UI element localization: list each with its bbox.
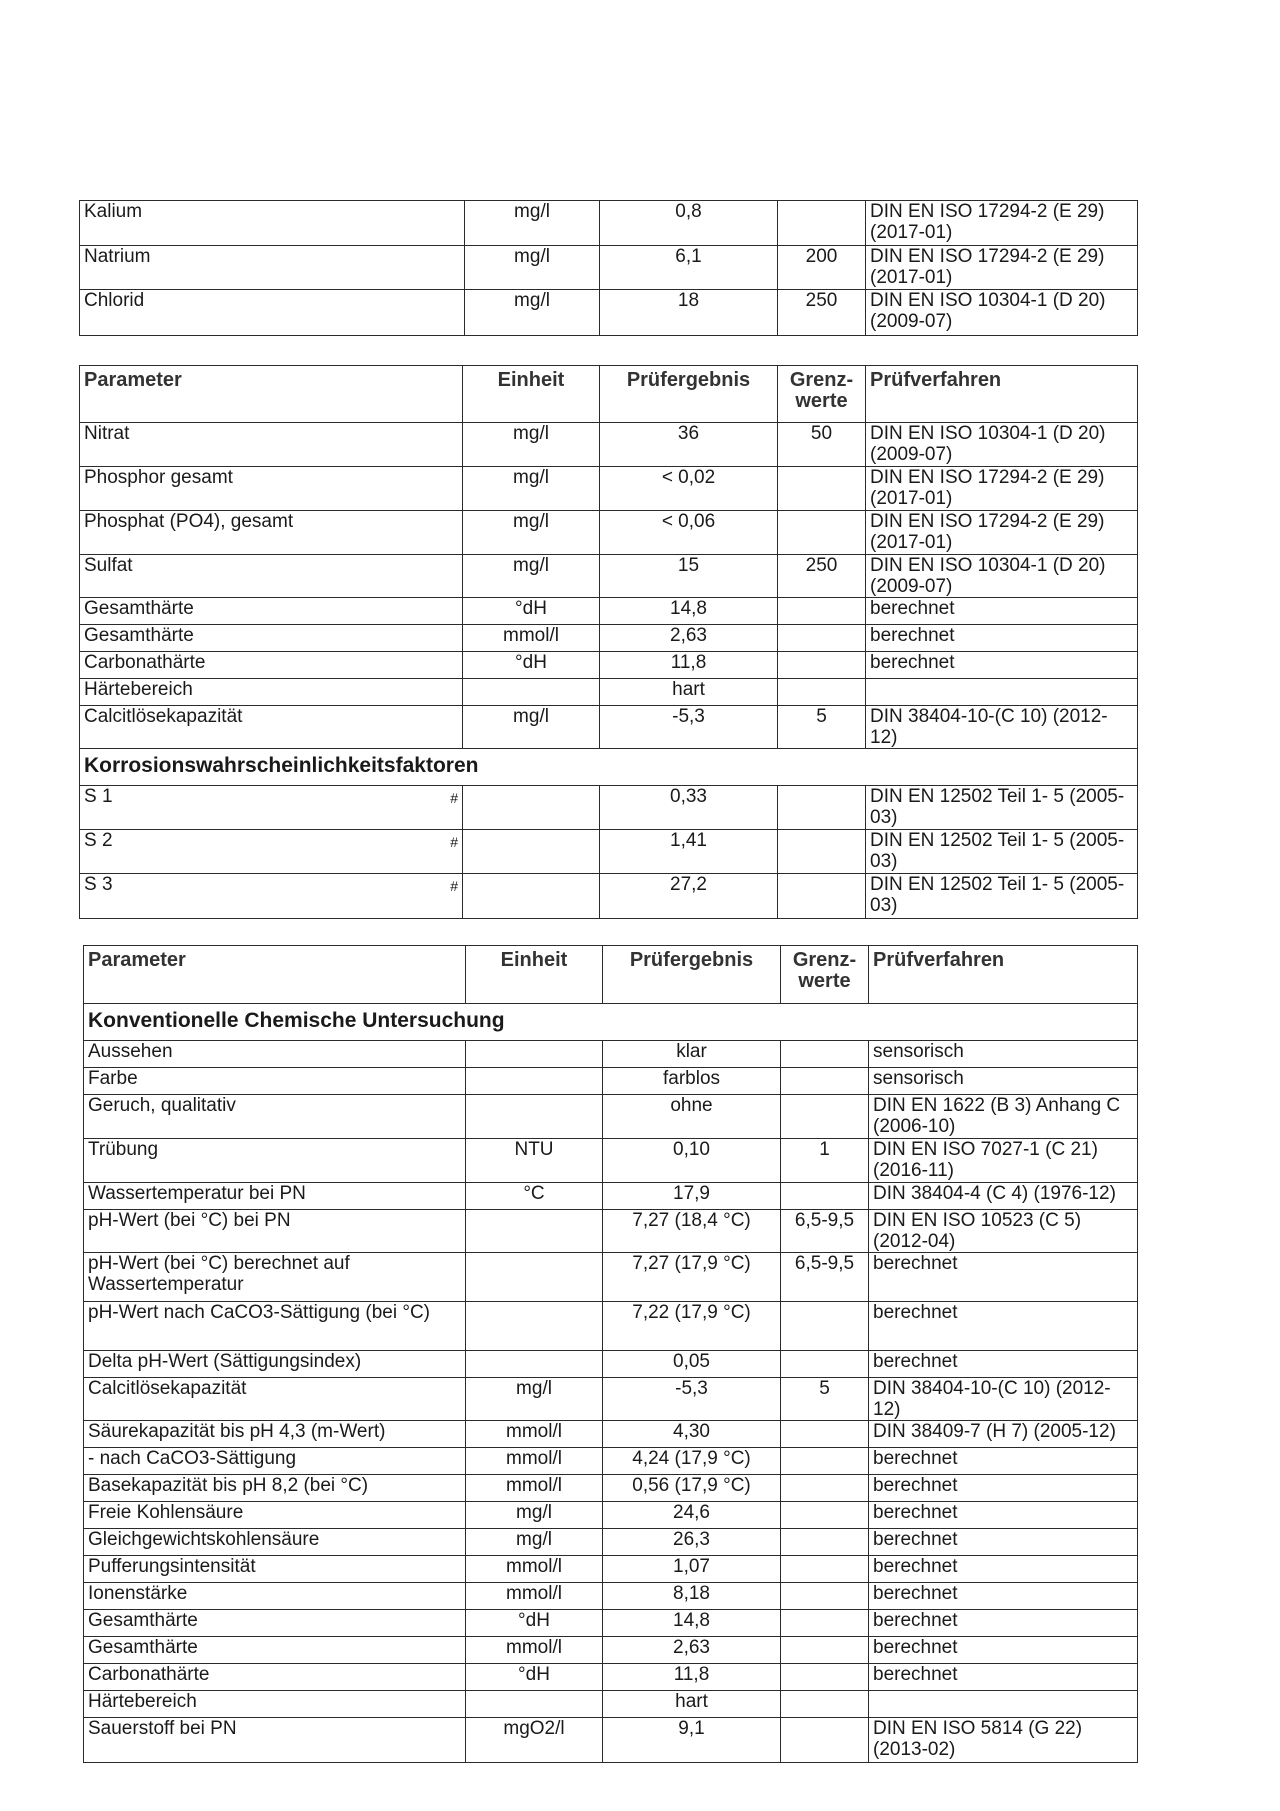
unit-cell: °dH: [466, 1610, 603, 1637]
unit-cell: mmol/l: [463, 625, 600, 652]
table-row: [84, 1691, 1138, 1718]
param-label: S 1: [84, 786, 113, 807]
limit-cell: [781, 1529, 869, 1556]
method-cell: berechnet: [869, 1610, 1138, 1637]
param-cell: Natrium: [80, 246, 465, 290]
limit-cell: [781, 1610, 869, 1637]
unit-cell: [466, 1068, 603, 1095]
unit-cell: mg/l: [465, 201, 600, 246]
section-title: Konventionelle Chemische Untersuchung: [84, 1004, 1138, 1041]
unit-cell: [463, 874, 600, 919]
param-cell: Phosphor gesamt: [80, 467, 463, 511]
method-cell: berechnet: [869, 1556, 1138, 1583]
hash-mark: #: [450, 834, 458, 850]
method-cell: berechnet: [866, 652, 1138, 679]
unit-cell: NTU: [466, 1139, 603, 1183]
result-cell: 7,27 (17,9 °C): [603, 1253, 781, 1302]
limit-cell: [781, 1718, 869, 1763]
unit-cell: mg/l: [465, 290, 600, 336]
header-method: Prüfverfahren: [866, 366, 1138, 423]
table-header-row: [84, 946, 1138, 1004]
param-cell: Gesamthärte: [84, 1610, 466, 1637]
result-cell: farblos: [603, 1068, 781, 1095]
result-cell: < 0,02: [600, 467, 778, 511]
table-row: [80, 786, 1138, 830]
result-cell: 9,1: [603, 1718, 781, 1763]
method-cell: DIN 38409-7 (H 7) (2005-12): [869, 1421, 1138, 1448]
param-cell: pH-Wert nach CaCO3-Sättigung (bei °C): [84, 1302, 466, 1351]
table-row: [84, 1664, 1138, 1691]
method-cell: [866, 679, 1138, 706]
table-row: [84, 1139, 1138, 1183]
table-row: [84, 1502, 1138, 1529]
method-cell: DIN EN 12502 Teil 1- 5 (2005-03): [866, 786, 1138, 830]
limit-cell: [778, 201, 866, 246]
limit-cell: 6,5-9,5: [781, 1210, 869, 1253]
method-cell: berechnet: [869, 1529, 1138, 1556]
table-row: [84, 1610, 1138, 1637]
unit-cell: °C: [466, 1183, 603, 1210]
param-cell: Trübung: [84, 1139, 466, 1183]
param-cell: Pufferungsintensität: [84, 1556, 466, 1583]
table-row: [80, 598, 1138, 625]
param-cell: Chlorid: [80, 290, 465, 336]
result-cell: 0,8: [600, 201, 778, 246]
method-cell: sensorisch: [869, 1068, 1138, 1095]
method-cell: berechnet: [869, 1351, 1138, 1378]
method-cell: berechnet: [869, 1583, 1138, 1610]
method-cell: [869, 1691, 1138, 1718]
limit-cell: 250: [778, 555, 866, 598]
method-cell: berechnet: [869, 1475, 1138, 1502]
param-cell: pH-Wert (bei °C) berechnet auf Wassertemperatur: [84, 1253, 466, 1302]
limit-cell: 200: [778, 246, 866, 290]
result-cell: 24,6: [603, 1502, 781, 1529]
param-cell: Ionenstärke: [84, 1583, 466, 1610]
method-cell: DIN EN 12502 Teil 1- 5 (2005-03): [866, 874, 1138, 919]
limit-cell: [778, 652, 866, 679]
param-label: S 3: [84, 874, 113, 895]
method-cell: DIN EN 12502 Teil 1- 5 (2005-03): [866, 830, 1138, 874]
result-cell: 11,8: [600, 652, 778, 679]
result-cell: 1,07: [603, 1556, 781, 1583]
results-table-1: [79, 200, 1138, 336]
method-cell: berechnet: [866, 598, 1138, 625]
param-cell: Sauerstoff bei PN: [84, 1718, 466, 1763]
param-cell: Härtebereich: [84, 1691, 466, 1718]
result-cell: 15: [600, 555, 778, 598]
header-result: Prüfergebnis: [603, 946, 781, 1004]
method-cell: DIN EN ISO 10304-1 (D 20) (2009-07): [866, 423, 1138, 467]
limit-cell: [778, 625, 866, 652]
method-cell: berechnet: [869, 1302, 1138, 1351]
result-cell: 36: [600, 423, 778, 467]
table-row: [80, 423, 1138, 467]
limit-cell: [778, 830, 866, 874]
param-cell: Aussehen: [84, 1041, 466, 1068]
section-row: [80, 749, 1138, 786]
table-row: [80, 652, 1138, 679]
header-parameter: Parameter: [80, 366, 463, 423]
param-cell: Freie Kohlensäure: [84, 1502, 466, 1529]
result-cell: 14,8: [603, 1610, 781, 1637]
table-row: [84, 1351, 1138, 1378]
result-cell: 17,9: [603, 1183, 781, 1210]
section-title: Korrosionswahrscheinlichkeitsfaktoren: [80, 749, 1138, 786]
limit-cell: [781, 1448, 869, 1475]
method-cell: DIN EN ISO 7027-1 (C 21) (2016-11): [869, 1139, 1138, 1183]
result-cell: 0,33: [600, 786, 778, 830]
param-cell: Sulfat: [80, 555, 463, 598]
limit-cell: 6,5-9,5: [781, 1253, 869, 1302]
table-row: [84, 1253, 1138, 1302]
unit-cell: mg/l: [463, 555, 600, 598]
limit-cell: [781, 1302, 869, 1351]
table-row: [84, 1210, 1138, 1253]
header-limit: Grenz-werte: [778, 366, 866, 423]
unit-cell: mg/l: [466, 1502, 603, 1529]
unit-cell: mmol/l: [466, 1637, 603, 1664]
unit-cell: [466, 1210, 603, 1253]
result-cell: < 0,06: [600, 511, 778, 555]
unit-cell: [463, 679, 600, 706]
unit-cell: mmol/l: [466, 1556, 603, 1583]
param-cell: Carbonathärte: [80, 652, 463, 679]
unit-cell: [463, 786, 600, 830]
method-cell: DIN EN ISO 5814 (G 22) (2013-02): [869, 1718, 1138, 1763]
unit-cell: mmol/l: [466, 1475, 603, 1502]
param-cell: Delta pH-Wert (Sättigungsindex): [84, 1351, 466, 1378]
param-cell: [80, 786, 463, 830]
table-row: [80, 830, 1138, 874]
result-cell: hart: [600, 679, 778, 706]
table-header-row: [80, 366, 1138, 423]
header-parameter: Parameter: [84, 946, 466, 1004]
method-cell: DIN 38404-4 (C 4) (1976-12): [869, 1183, 1138, 1210]
unit-cell: mmol/l: [466, 1421, 603, 1448]
param-cell: Gesamthärte: [84, 1637, 466, 1664]
method-cell: DIN EN ISO 17294-2 (E 29) (2017-01): [866, 467, 1138, 511]
param-cell: Säurekapazität bis pH 4,3 (m-Wert): [84, 1421, 466, 1448]
result-cell: 6,1: [600, 246, 778, 290]
result-cell: 7,27 (18,4 °C): [603, 1210, 781, 1253]
result-cell: 11,8: [603, 1664, 781, 1691]
unit-cell: [463, 830, 600, 874]
limit-cell: 5: [781, 1378, 869, 1421]
param-cell: Gesamthärte: [80, 598, 463, 625]
unit-cell: mmol/l: [466, 1583, 603, 1610]
limit-cell: [781, 1041, 869, 1068]
result-cell: -5,3: [600, 706, 778, 749]
header-limit: Grenz-werte: [781, 946, 869, 1004]
param-cell: Härtebereich: [80, 679, 463, 706]
table-row: [80, 201, 1138, 246]
result-cell: 7,22 (17,9 °C): [603, 1302, 781, 1351]
method-cell: DIN EN ISO 10304-1 (D 20) (2009-07): [866, 290, 1138, 336]
param-cell: pH-Wert (bei °C) bei PN: [84, 1210, 466, 1253]
table-row: [84, 1637, 1138, 1664]
param-cell: Geruch, qualitativ: [84, 1095, 466, 1139]
header-unit: Einheit: [463, 366, 600, 423]
result-cell: 14,8: [600, 598, 778, 625]
result-cell: 0,05: [603, 1351, 781, 1378]
table-row: [84, 1583, 1138, 1610]
unit-cell: [466, 1691, 603, 1718]
limit-cell: 50: [778, 423, 866, 467]
unit-cell: [466, 1095, 603, 1139]
method-cell: DIN EN ISO 10304-1 (D 20) (2009-07): [866, 555, 1138, 598]
header-method: Prüfverfahren: [869, 946, 1138, 1004]
table-row: [80, 511, 1138, 555]
result-cell: ohne: [603, 1095, 781, 1139]
results-table-2: [79, 365, 1138, 919]
table-row: [84, 1556, 1138, 1583]
result-cell: 2,63: [600, 625, 778, 652]
table-row: [84, 1378, 1138, 1421]
method-cell: berechnet: [869, 1637, 1138, 1664]
result-cell: 4,30: [603, 1421, 781, 1448]
unit-cell: [466, 1302, 603, 1351]
limit-cell: [778, 874, 866, 919]
param-cell: [80, 830, 463, 874]
limit-cell: 1: [781, 1139, 869, 1183]
method-cell: DIN 38404-10-(C 10) (2012-12): [866, 706, 1138, 749]
unit-cell: mgO2/l: [466, 1718, 603, 1763]
table-row: [80, 555, 1138, 598]
param-cell: Gleichgewichtskohlensäure: [84, 1529, 466, 1556]
result-cell: 18: [600, 290, 778, 336]
param-cell: Calcitlösekapazität: [84, 1378, 466, 1421]
unit-cell: °dH: [463, 652, 600, 679]
method-cell: berechnet: [869, 1253, 1138, 1302]
param-cell: Wassertemperatur bei PN: [84, 1183, 466, 1210]
table-row: [84, 1041, 1138, 1068]
limit-cell: [781, 1502, 869, 1529]
table-row: [84, 1475, 1138, 1502]
unit-cell: mg/l: [463, 467, 600, 511]
unit-cell: °dH: [463, 598, 600, 625]
param-cell: Phosphat (PO4), gesamt: [80, 511, 463, 555]
limit-cell: [778, 511, 866, 555]
table-row: [80, 246, 1138, 290]
limit-cell: [778, 467, 866, 511]
limit-cell: [781, 1637, 869, 1664]
table-row: [80, 874, 1138, 919]
method-cell: sensorisch: [869, 1041, 1138, 1068]
param-cell: Calcitlösekapazität: [80, 706, 463, 749]
limit-cell: [778, 598, 866, 625]
param-cell: Farbe: [84, 1068, 466, 1095]
method-cell: DIN 38404-10-(C 10) (2012-12): [869, 1378, 1138, 1421]
table-row: [84, 1529, 1138, 1556]
param-cell: - nach CaCO3-Sättigung: [84, 1448, 466, 1475]
limit-cell: [781, 1421, 869, 1448]
unit-cell: mmol/l: [466, 1448, 603, 1475]
table-row: [84, 1068, 1138, 1095]
hash-mark: #: [450, 878, 458, 894]
results-table-3: [83, 945, 1138, 1763]
result-cell: 0,10: [603, 1139, 781, 1183]
param-cell: Nitrat: [80, 423, 463, 467]
limit-cell: [781, 1351, 869, 1378]
unit-cell: [466, 1253, 603, 1302]
param-cell: Kalium: [80, 201, 465, 246]
result-cell: 4,24 (17,9 °C): [603, 1448, 781, 1475]
table-row: [84, 1421, 1138, 1448]
method-cell: DIN EN 1622 (B 3) Anhang C (2006-10): [869, 1095, 1138, 1139]
method-cell: berechnet: [869, 1502, 1138, 1529]
param-cell: [80, 874, 463, 919]
result-cell: 26,3: [603, 1529, 781, 1556]
result-cell: klar: [603, 1041, 781, 1068]
unit-cell: mg/l: [463, 423, 600, 467]
limit-cell: [781, 1556, 869, 1583]
unit-cell: °dH: [466, 1664, 603, 1691]
section-row: [84, 1004, 1138, 1041]
header-unit: Einheit: [466, 946, 603, 1004]
limit-cell: [778, 786, 866, 830]
table-row: [84, 1302, 1138, 1351]
unit-cell: mg/l: [466, 1529, 603, 1556]
method-cell: berechnet: [869, 1448, 1138, 1475]
result-cell: 0,56 (17,9 °C): [603, 1475, 781, 1502]
result-cell: 8,18: [603, 1583, 781, 1610]
limit-cell: [778, 679, 866, 706]
method-cell: DIN EN ISO 17294-2 (E 29) (2017-01): [866, 246, 1138, 290]
header-result: Prüfergebnis: [600, 366, 778, 423]
method-cell: berechnet: [869, 1664, 1138, 1691]
table-row: [84, 1718, 1138, 1763]
limit-cell: [781, 1475, 869, 1502]
result-cell: 27,2: [600, 874, 778, 919]
result-cell: 2,63: [603, 1637, 781, 1664]
method-cell: DIN EN ISO 10523 (C 5) (2012-04): [869, 1210, 1138, 1253]
limit-cell: [781, 1583, 869, 1610]
unit-cell: mg/l: [463, 511, 600, 555]
unit-cell: mg/l: [463, 706, 600, 749]
table-row: [80, 467, 1138, 511]
limit-cell: 5: [778, 706, 866, 749]
method-cell: berechnet: [866, 625, 1138, 652]
table-row: [84, 1448, 1138, 1475]
limit-cell: [781, 1183, 869, 1210]
result-cell: 1,41: [600, 830, 778, 874]
hash-mark: #: [450, 790, 458, 806]
table-row: [84, 1095, 1138, 1139]
table-row: [80, 679, 1138, 706]
unit-cell: [466, 1041, 603, 1068]
limit-cell: [781, 1095, 869, 1139]
param-label: S 2: [84, 830, 113, 851]
param-cell: Carbonathärte: [84, 1664, 466, 1691]
limit-cell: [781, 1068, 869, 1095]
table-row: [84, 1183, 1138, 1210]
method-cell: DIN EN ISO 17294-2 (E 29) (2017-01): [866, 511, 1138, 555]
result-cell: hart: [603, 1691, 781, 1718]
table-row: [80, 706, 1138, 749]
limit-cell: [781, 1691, 869, 1718]
limit-cell: [781, 1664, 869, 1691]
table-row: [80, 290, 1138, 336]
unit-cell: [466, 1351, 603, 1378]
unit-cell: mg/l: [466, 1378, 603, 1421]
method-cell: DIN EN ISO 17294-2 (E 29) (2017-01): [866, 201, 1138, 246]
result-cell: -5,3: [603, 1378, 781, 1421]
param-cell: Gesamthärte: [80, 625, 463, 652]
unit-cell: mg/l: [465, 246, 600, 290]
limit-cell: 250: [778, 290, 866, 336]
table-row: [80, 625, 1138, 652]
param-cell: Basekapazität bis pH 8,2 (bei °C): [84, 1475, 466, 1502]
